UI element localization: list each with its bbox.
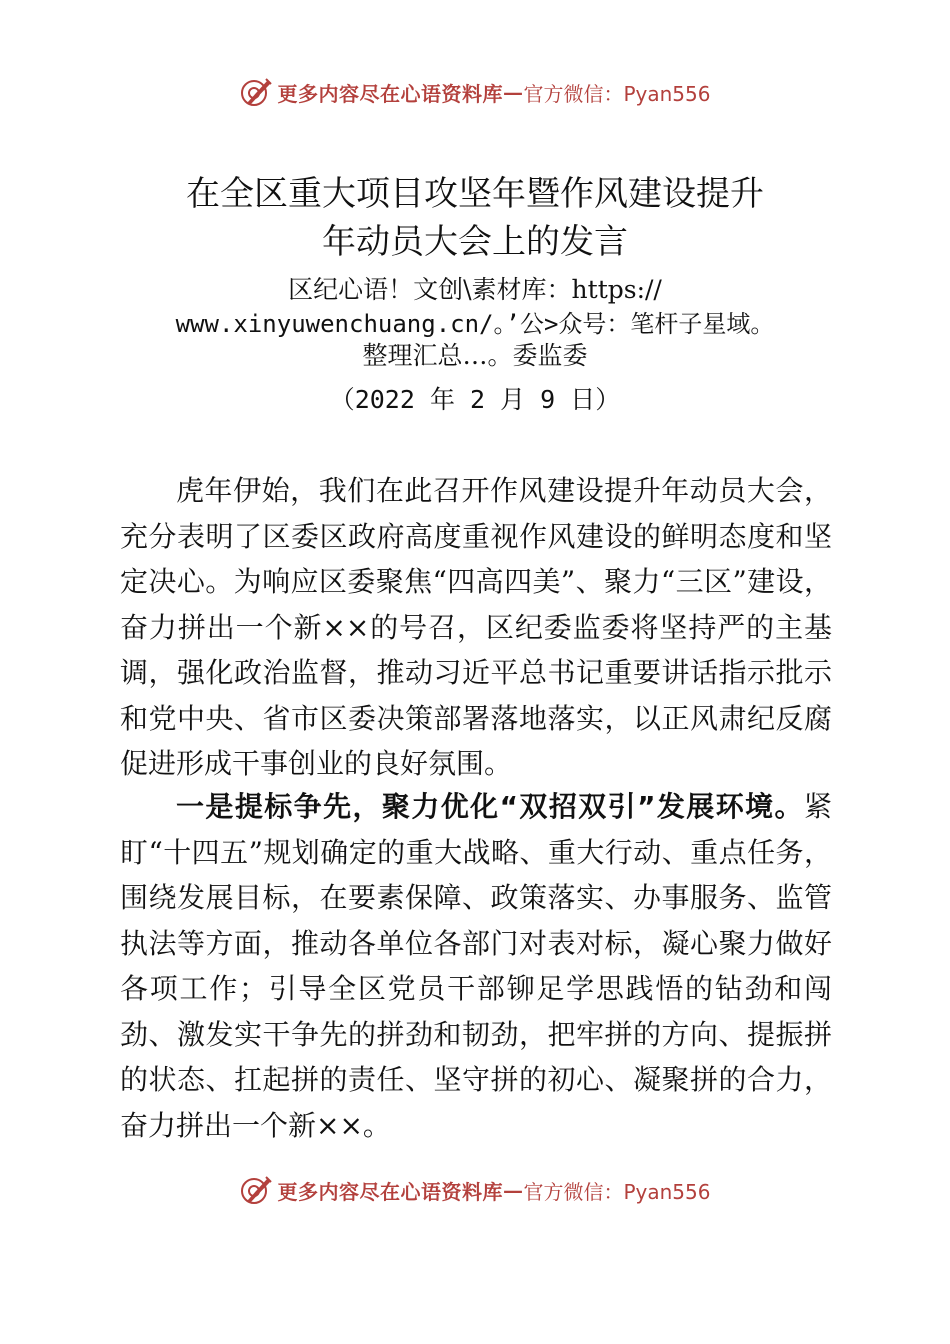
paragraph-2-rest: 紧盯“十四五”规划确定的重大战略、重大行动、重点任务，围绕发展目标，在要素保障、政策落实、办事服务、监管执法等方面，推动各单位各部门对表对标，凝心聚力做好各项工作；引导全区党员干部铆足学思践悟的钻劲和闯劲、激发实干争先的拼劲和韧劲，把牢拼的方向、提振拼的状态、扛起拼的责任、坚守拼的初心、凝聚拼的合力，奋力拼出一个新××。 xyxy=(120,790,832,1142)
watermark-wechat: 官方微信：Pyan556 xyxy=(523,81,711,106)
watermark-text: 更多内容尽在心语资料库 xyxy=(277,81,503,106)
header-watermark xyxy=(0,72,950,112)
pen-logo-icon xyxy=(239,75,273,109)
document-date: （2022 年 2 月 9 日） xyxy=(329,385,621,414)
body-paragraph-2 xyxy=(120,784,832,1148)
watermark-wechat: 官方微信：Pyan556 xyxy=(523,1179,711,1204)
paragraph-2-lead: 一是提标争先，聚力优化“双招双引”发展环境。 xyxy=(176,790,804,823)
document-title-line1: 在全区重大项目攻坚年暨作风建设提升 xyxy=(186,174,764,214)
source-line3: 整理汇总…。委监委 xyxy=(362,341,588,370)
body-paragraph-1: 虎年伊始，我们在此召开作风建设提升年动员大会，充分表明了区委区政府高度重视作风建设的鲜明态度和坚定决心。为响应区委聚焦“四高四美”、聚力“三区”建设，奋力拼出一个新××的号召，区纪委监委将坚持严的主基调，强化政治监督，推动习近平总书记重要讲话指示批示和党中央、省市区委决策部署落地落实，以正风肃纪反腐促进形成干事创业的良好氛围。 xyxy=(120,474,832,780)
pen-logo-icon xyxy=(239,1173,273,1207)
source-line2: www.xinyuwenchuang.cn/。’公>众号：笔杆子星域。 xyxy=(175,310,775,338)
document-title-line2: 年动员大会上的发言 xyxy=(322,222,628,262)
watermark-dash: — xyxy=(502,80,524,104)
watermark-text: 更多内容尽在心语资料库 xyxy=(277,1179,503,1204)
source-line1: 区纪心语！文创\素材库：https:// xyxy=(288,275,662,304)
footer-watermark xyxy=(0,1170,950,1210)
watermark-dash: — xyxy=(502,1178,524,1202)
